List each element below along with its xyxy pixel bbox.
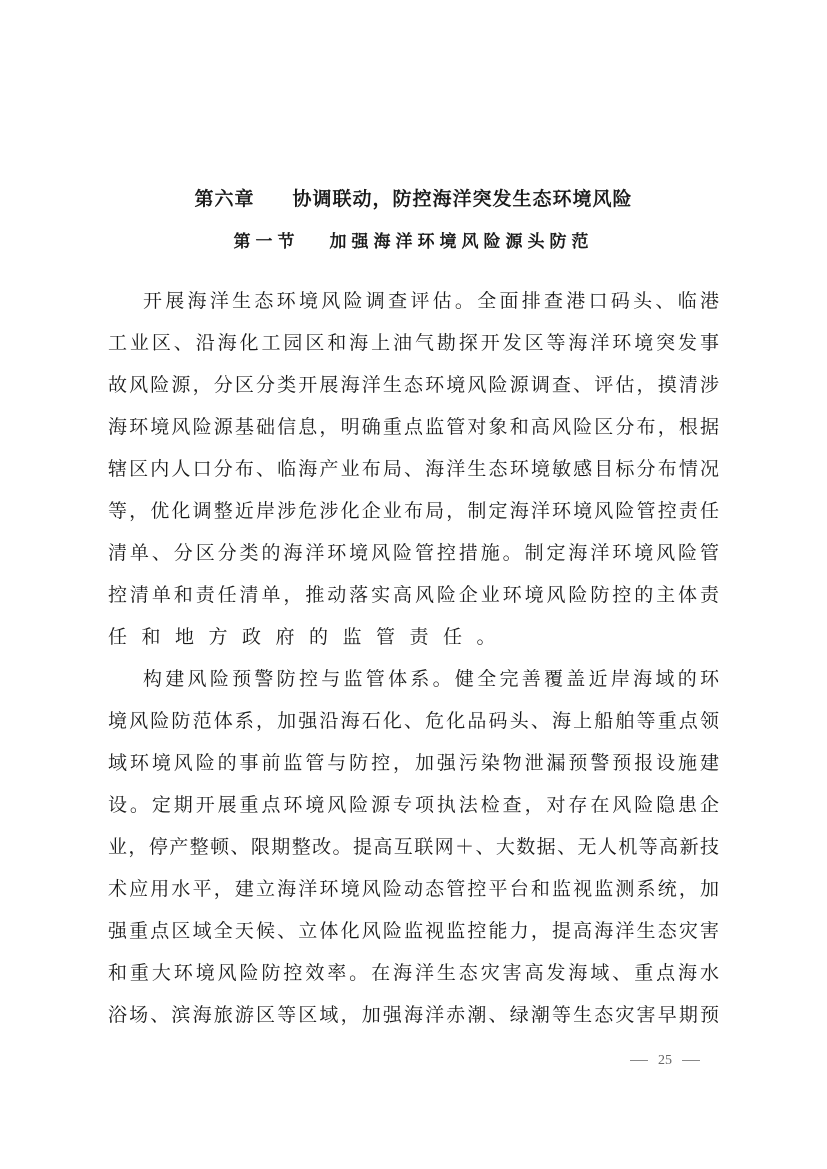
paragraph-line: 任和地方政府的监管责任。 bbox=[108, 626, 511, 648]
section-number: 第一节 bbox=[233, 232, 300, 252]
dash-left bbox=[630, 1060, 648, 1061]
paragraph-line: 术应用水平，建立海洋环境风险动态管控平台和监视监测系统，加 bbox=[108, 878, 719, 900]
paragraph-line: 业，停产整顿、限期整改。提高互联网＋、大数据、无人机等高新技 bbox=[108, 836, 719, 858]
paragraph-line: 开展海洋生态环境风险调查评估。全面排查港口码头、临港 bbox=[143, 290, 719, 312]
paragraph-line: 工业区、沿海化工园区和海上油气勘探开发区等海洋环境突发事 bbox=[108, 332, 719, 354]
paragraph-line: 和重大环境风险防控效率。在海洋生态灾害高发海域、重点海水 bbox=[108, 962, 719, 984]
paragraph-line: 域环境风险的事前监管与防控，加强污染物泄漏预警预报设施建 bbox=[108, 752, 719, 774]
paragraph-line: 境风险防范体系，加强沿海石化、危化品码头、海上船舶等重点领 bbox=[108, 710, 719, 732]
paragraph-line: 清单、分区分类的海洋环境风险管控措施。制定海洋环境风险管 bbox=[108, 542, 719, 564]
paragraph-line: 故风险源，分区分类开展海洋生态环境风险源调查、评估，摸清涉 bbox=[108, 374, 719, 396]
paragraph-line: 等，优化调整近岸涉危涉化企业布局，制定海洋环境风险管控责任 bbox=[108, 500, 719, 522]
page-number bbox=[620, 1052, 710, 1070]
paragraph-line: 浴场、滨海旅游区等区域，加强海洋赤潮、绿潮等生态灾害早期预 bbox=[108, 1004, 719, 1026]
body-text bbox=[108, 280, 719, 1036]
paragraph-line: 强重点区域全天候、立体化风险监视监控能力，提高海洋生态灾害 bbox=[108, 920, 719, 942]
paragraph-line: 构建风险预警防控与监管体系。健全完善覆盖近岸海域的环 bbox=[143, 668, 719, 690]
chapter-heading bbox=[0, 184, 827, 211]
paragraph-line: 控清单和责任清单，推动落实高风险企业环境风险防控的主体责 bbox=[108, 584, 719, 606]
paragraph-line: 辖区内人口分布、临海产业布局、海洋生态环境敏感目标分布情况 bbox=[108, 458, 719, 480]
chapter-title: 协调联动，防控海洋突发生态环境风险 bbox=[292, 188, 633, 210]
paragraph-line: 设。定期开展重点环境风险源专项执法检查，对存在风险隐患企 bbox=[108, 794, 719, 816]
dash-right bbox=[682, 1060, 700, 1061]
chapter-number: 第六章 bbox=[194, 188, 255, 210]
paragraph-line: 海环境风险源基础信息，明确重点监管对象和高风险区分布，根据 bbox=[108, 416, 719, 438]
section-heading bbox=[0, 227, 827, 252]
section-title: 加强海洋环境风险源头防范 bbox=[329, 232, 594, 252]
page-number-value: 25 bbox=[658, 1053, 672, 1068]
